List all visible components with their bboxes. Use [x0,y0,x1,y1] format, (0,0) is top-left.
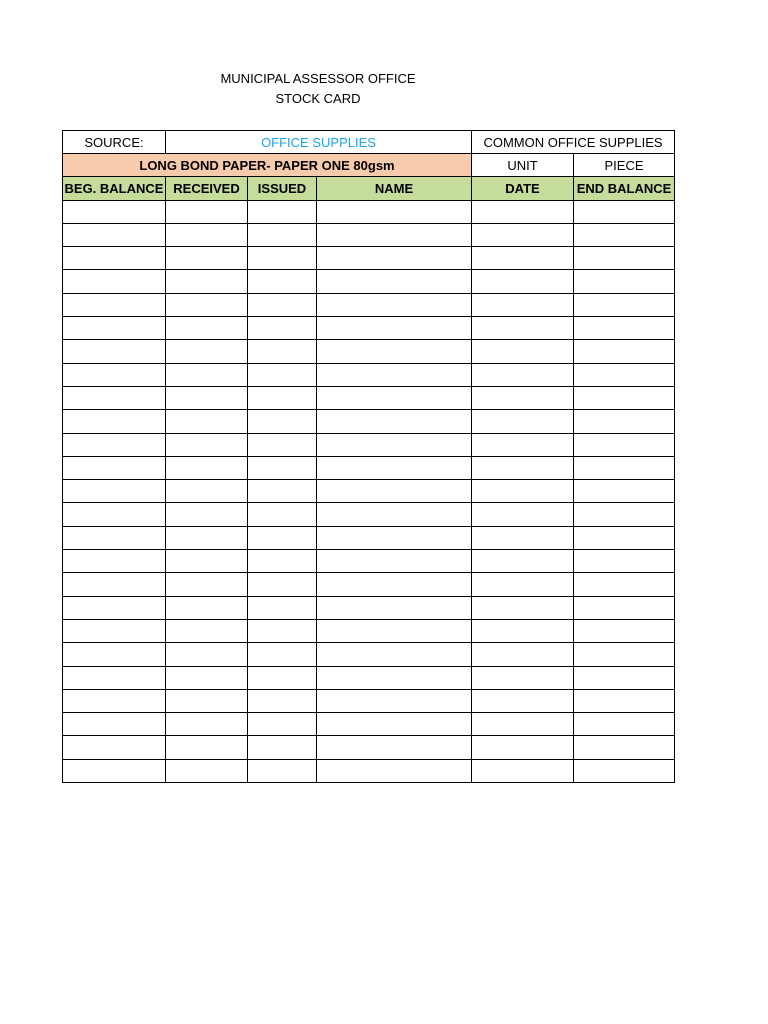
table-row [63,200,675,223]
cell-beg-balance[interactable] [63,317,166,340]
cell-beg-balance[interactable] [63,386,166,409]
cell-date[interactable] [472,223,574,246]
source-value: OFFICE SUPPLIES [166,131,472,154]
cell-name[interactable] [317,736,472,759]
cell-end-balance[interactable] [574,456,675,479]
cell-date[interactable] [472,759,574,782]
cell-issued[interactable] [248,270,317,293]
cell-received[interactable] [166,317,248,340]
col-header-date: DATE [472,177,574,200]
cell-beg-balance[interactable] [63,433,166,456]
cell-date[interactable] [472,619,574,642]
cell-date[interactable] [472,363,574,386]
document-title-block [0,69,636,109]
cell-issued[interactable] [248,363,317,386]
cell-issued[interactable] [248,713,317,736]
table-row [63,340,675,363]
cell-beg-balance[interactable] [63,713,166,736]
cell-end-balance[interactable] [574,736,675,759]
cell-name[interactable] [317,270,472,293]
cell-issued[interactable] [248,480,317,503]
cell-issued[interactable] [248,759,317,782]
cell-date[interactable] [472,410,574,433]
table-row [63,689,675,712]
cell-received[interactable] [166,293,248,316]
cell-received[interactable] [166,247,248,270]
cell-end-balance[interactable] [574,643,675,666]
cell-date[interactable] [472,433,574,456]
cell-received[interactable] [166,526,248,549]
cell-name[interactable] [317,596,472,619]
table-row [63,247,675,270]
cell-name[interactable] [317,503,472,526]
cell-date[interactable] [472,200,574,223]
cell-date[interactable] [472,713,574,736]
cell-received[interactable] [166,480,248,503]
cell-date[interactable] [472,643,574,666]
cell-issued[interactable] [248,223,317,246]
cell-received[interactable] [166,433,248,456]
cell-beg-balance[interactable] [63,759,166,782]
cell-date[interactable] [472,736,574,759]
cell-received[interactable] [166,619,248,642]
cell-end-balance[interactable] [574,363,675,386]
cell-name[interactable] [317,340,472,363]
cell-beg-balance[interactable] [63,736,166,759]
cell-end-balance[interactable] [574,759,675,782]
cell-name[interactable] [317,363,472,386]
cell-issued[interactable] [248,410,317,433]
cell-beg-balance[interactable] [63,503,166,526]
cell-name[interactable] [317,713,472,736]
table-row [63,619,675,642]
table-row [63,573,675,596]
cell-date[interactable] [472,480,574,503]
col-header-beg-balance: BEG. BALANCE [63,177,166,200]
cell-end-balance[interactable] [574,666,675,689]
category-label: COMMON OFFICE SUPPLIES [472,131,675,154]
cell-received[interactable] [166,666,248,689]
cell-received[interactable] [166,573,248,596]
item-row [63,154,675,177]
table-row [63,386,675,409]
cell-issued[interactable] [248,619,317,642]
cell-name[interactable] [317,689,472,712]
cell-issued[interactable] [248,293,317,316]
col-header-end-balance: END BALANCE [574,177,675,200]
cell-issued[interactable] [248,526,317,549]
cell-date[interactable] [472,317,574,340]
cell-beg-balance[interactable] [63,223,166,246]
cell-name[interactable] [317,759,472,782]
unit-label: UNIT [472,154,574,177]
cell-received[interactable] [166,386,248,409]
cell-end-balance[interactable] [574,340,675,363]
cell-beg-balance[interactable] [63,363,166,386]
cell-issued[interactable] [248,596,317,619]
cell-received[interactable] [166,736,248,759]
cell-received[interactable] [166,596,248,619]
cell-name[interactable] [317,456,472,479]
cell-issued[interactable] [248,736,317,759]
cell-beg-balance[interactable] [63,689,166,712]
item-description: LONG BOND PAPER- PAPER ONE 80gsm [63,154,472,177]
cell-beg-balance[interactable] [63,270,166,293]
table-row [63,666,675,689]
cell-received[interactable] [166,270,248,293]
cell-end-balance[interactable] [574,526,675,549]
cell-beg-balance[interactable] [63,456,166,479]
table-row [63,713,675,736]
cell-beg-balance[interactable] [63,596,166,619]
cell-end-balance[interactable] [574,270,675,293]
table-row [63,736,675,759]
cell-beg-balance[interactable] [63,480,166,503]
cell-beg-balance[interactable] [63,340,166,363]
cell-issued[interactable] [248,503,317,526]
cell-issued[interactable] [248,456,317,479]
cell-received[interactable] [166,340,248,363]
col-header-issued: ISSUED [248,177,317,200]
cell-name[interactable] [317,550,472,573]
cell-beg-balance[interactable] [63,526,166,549]
cell-end-balance[interactable] [574,713,675,736]
table-row [63,223,675,246]
cell-date[interactable] [472,386,574,409]
cell-end-balance[interactable] [574,480,675,503]
cell-date[interactable] [472,526,574,549]
cell-received[interactable] [166,759,248,782]
cell-date[interactable] [472,293,574,316]
cell-name[interactable] [317,223,472,246]
source-row [63,131,675,154]
cell-date[interactable] [472,340,574,363]
cell-name[interactable] [317,573,472,596]
cell-end-balance[interactable] [574,410,675,433]
card-title: STOCK CARD [275,91,361,106]
cell-date[interactable] [472,689,574,712]
cell-end-balance[interactable] [574,200,675,223]
cell-received[interactable] [166,363,248,386]
cell-end-balance[interactable] [574,573,675,596]
table-row [63,526,675,549]
cell-beg-balance[interactable] [63,573,166,596]
cell-end-balance[interactable] [574,596,675,619]
table-row [63,480,675,503]
unit-value: PIECE [574,154,675,177]
table-row [63,363,675,386]
cell-name[interactable] [317,317,472,340]
cell-received[interactable] [166,503,248,526]
table-row [63,270,675,293]
cell-date[interactable] [472,456,574,479]
cell-issued[interactable] [248,317,317,340]
cell-end-balance[interactable] [574,386,675,409]
cell-end-balance[interactable] [574,293,675,316]
cell-issued[interactable] [248,550,317,573]
cell-date[interactable] [472,503,574,526]
cell-end-balance[interactable] [574,247,675,270]
table-row [63,410,675,433]
cell-name[interactable] [317,480,472,503]
cell-received[interactable] [166,223,248,246]
table-row [63,550,675,573]
cell-beg-balance[interactable] [63,643,166,666]
cell-issued[interactable] [248,433,317,456]
cell-beg-balance[interactable] [63,247,166,270]
cell-end-balance[interactable] [574,689,675,712]
cell-date[interactable] [472,573,574,596]
table-row [63,643,675,666]
table-row [63,456,675,479]
cell-beg-balance[interactable] [63,666,166,689]
table-row [63,596,675,619]
cell-received[interactable] [166,643,248,666]
cell-beg-balance[interactable] [63,619,166,642]
cell-name[interactable] [317,643,472,666]
cell-date[interactable] [472,247,574,270]
cell-issued[interactable] [248,340,317,363]
cell-received[interactable] [166,410,248,433]
source-label: SOURCE: [63,131,166,154]
cell-end-balance[interactable] [574,619,675,642]
office-name: MUNICIPAL ASSESSOR OFFICE [220,71,416,86]
cell-name[interactable] [317,433,472,456]
cell-issued[interactable] [248,386,317,409]
table-row [63,759,675,782]
cell-date[interactable] [472,550,574,573]
cell-name[interactable] [317,526,472,549]
cell-name[interactable] [317,247,472,270]
cell-beg-balance[interactable] [63,200,166,223]
table-row [63,317,675,340]
cell-name[interactable] [317,619,472,642]
table-row [63,503,675,526]
column-header-row [63,177,675,200]
cell-end-balance[interactable] [574,503,675,526]
cell-name[interactable] [317,293,472,316]
cell-received[interactable] [166,456,248,479]
cell-name[interactable] [317,200,472,223]
cell-issued[interactable] [248,643,317,666]
cell-issued[interactable] [248,573,317,596]
col-header-name: NAME [317,177,472,200]
cell-end-balance[interactable] [574,317,675,340]
cell-issued[interactable] [248,247,317,270]
cell-date[interactable] [472,666,574,689]
stock-card-table [62,130,675,783]
cell-date[interactable] [472,270,574,293]
cell-end-balance[interactable] [574,433,675,456]
cell-beg-balance[interactable] [63,293,166,316]
cell-name[interactable] [317,666,472,689]
cell-issued[interactable] [248,689,317,712]
col-header-received: RECEIVED [166,177,248,200]
table-row [63,433,675,456]
cell-received[interactable] [166,550,248,573]
cell-end-balance[interactable] [574,550,675,573]
cell-name[interactable] [317,410,472,433]
cell-received[interactable] [166,689,248,712]
cell-received[interactable] [166,713,248,736]
cell-beg-balance[interactable] [63,550,166,573]
cell-beg-balance[interactable] [63,410,166,433]
cell-date[interactable] [472,596,574,619]
cell-received[interactable] [166,200,248,223]
table-row [63,293,675,316]
cell-issued[interactable] [248,200,317,223]
cell-issued[interactable] [248,666,317,689]
cell-name[interactable] [317,386,472,409]
cell-end-balance[interactable] [574,223,675,246]
